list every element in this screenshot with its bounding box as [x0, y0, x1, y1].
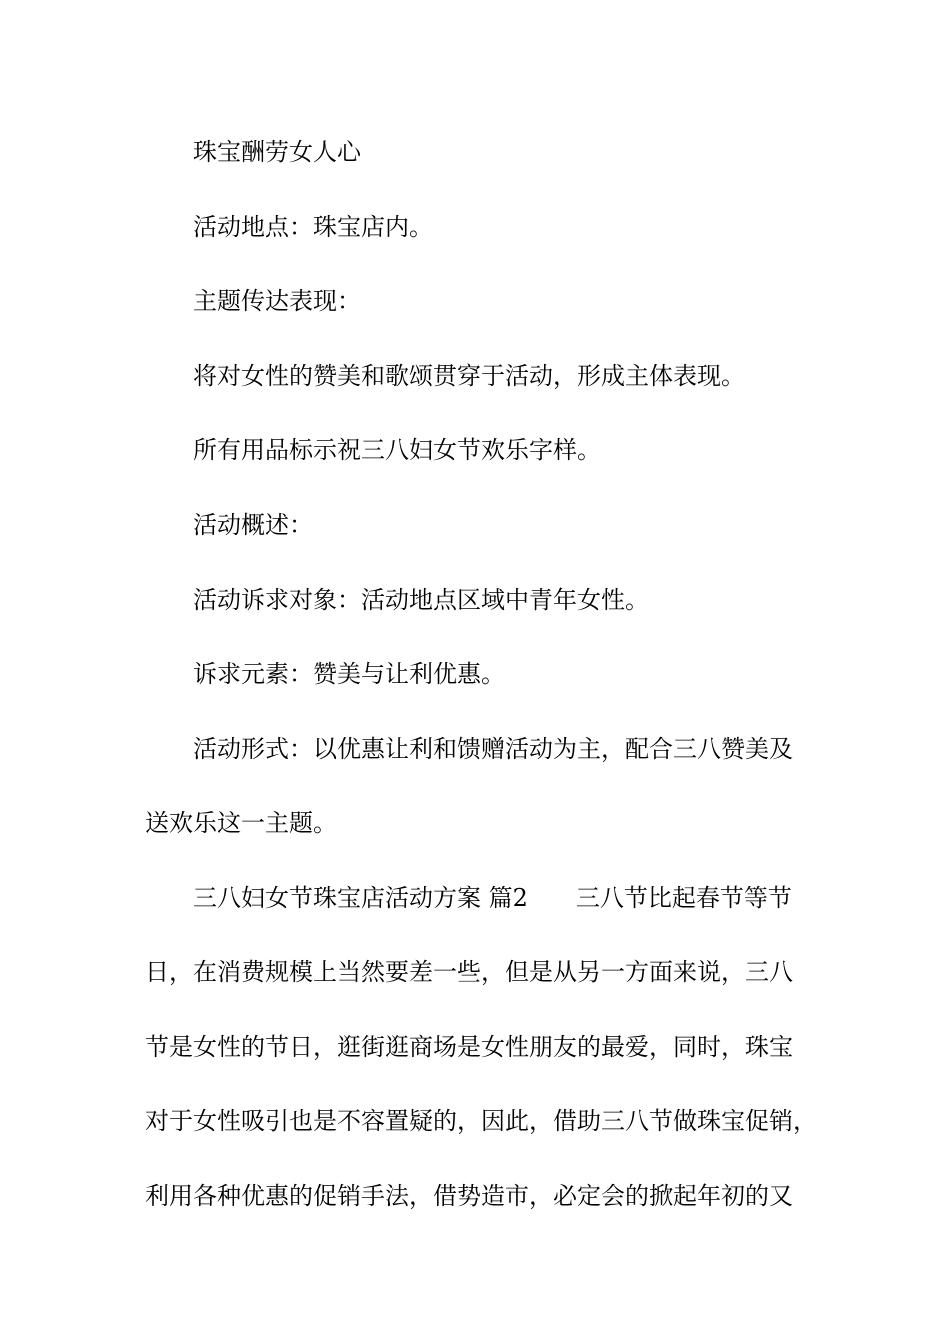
section-heading: 三八妇女节珠宝店活动方案 篇2: [193, 884, 528, 912]
paragraph-line-9: 活动形式：以优惠让利和馈赠活动为主，配合三八赞美及: [193, 735, 793, 763]
paragraph-line-7: 活动诉求对象：活动地点区域中青年女性。: [193, 586, 649, 614]
paragraph-line-6: 活动概述：: [193, 511, 313, 539]
paragraph-line-2: 活动地点：珠宝店内。: [193, 213, 433, 241]
paragraph-line-3: 主题传达表现：: [193, 287, 361, 315]
paragraph-line-5: 所有用品标示祝三八妇女节欢乐字样。: [193, 436, 601, 464]
paragraph-line-4: 将对女性的赞美和歌颂贯穿于活动，形成主体表现。: [193, 362, 745, 390]
paragraph-line-10: 送欢乐这一主题。: [145, 809, 337, 837]
paragraph-line-13: 节是女性的节日，逛街逛商场是女性朋友的最爱，同时，珠宝: [145, 1033, 793, 1061]
paragraph-line-12: 日，在消费规模上当然要差一些，但是从另一方面来说，三八: [145, 958, 793, 986]
paragraph-line-14: 对于女性吸引也是不容置疑的，因此，借助三八节做珠宝促销，: [145, 1107, 817, 1135]
paragraph-line-15: 利用各种优惠的促销手法，借势造市，必定会的掀起年初的又: [145, 1182, 793, 1210]
paragraph-start: 三八节比起春节等节: [575, 884, 792, 912]
paragraph-line-8: 诉求元素：赞美与让利优惠。: [193, 660, 505, 688]
paragraph-line-1: 珠宝酬劳女人心: [193, 138, 361, 166]
paragraph-line-11: [193, 882, 792, 914]
